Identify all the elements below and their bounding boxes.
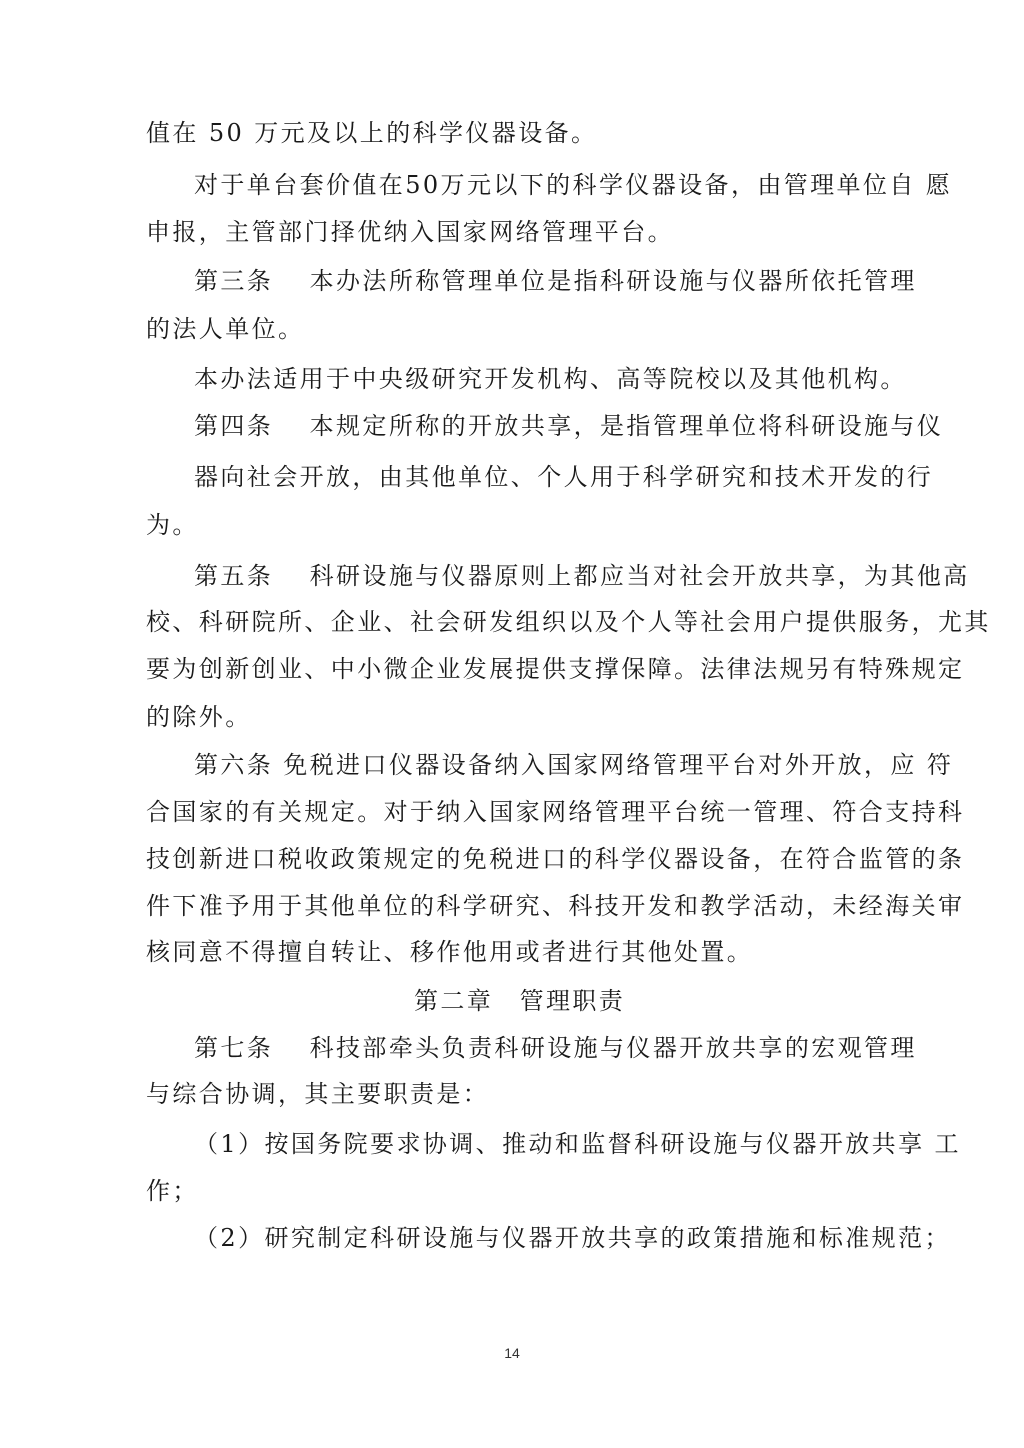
page-number: 14 — [504, 1345, 520, 1361]
text-line: 核同意不得擅自转让、移作他用或者进行其他处置。 — [146, 938, 754, 966]
text-line: 作； — [146, 1177, 199, 1205]
chapter-heading: 第二章 管理职责 — [414, 987, 626, 1015]
text-line: 第六条 免税进口仪器设备纳入国家网络管理平台对外开放，应 符 — [194, 751, 954, 779]
text-line: （1）按国务院要求协调、推动和监督科研设施与仪器开放共享 工 — [194, 1130, 961, 1158]
text-line: （2）研究制定科研设施与仪器开放共享的政策措施和标准规范； — [194, 1224, 951, 1252]
text-line: 第五条 科研设施与仪器原则上都应当对社会开放共享，为其他高 — [194, 562, 970, 590]
text-line: 与综合协调，其主要职责是： — [146, 1080, 490, 1108]
text-line: 本办法适用于中央级研究开发机构、高等院校以及其他机构。 — [194, 365, 907, 393]
text-line: 第七条 科技部牵头负责科研设施与仪器开放共享的宏观管理 — [194, 1034, 917, 1062]
text-line: 申报，主管部门择优纳入国家网络管理平台。 — [146, 218, 674, 246]
text-line: 第三条 本办法所称管理单位是指科研设施与仪器所依托管理 — [194, 267, 917, 295]
text-line: 的法人单位。 — [146, 315, 305, 343]
text-line: 为。 — [146, 511, 199, 539]
text-line: 校、科研院所、企业、社会研发组织以及个人等社会用户提供服务，尤其 — [146, 608, 991, 636]
text-line: 第四条 本规定所称的开放共享，是指管理单位将科研设施与仪 — [194, 412, 944, 440]
text-line: 值在 50 万元及以上的科学仪器设备。 — [146, 119, 598, 147]
text-line: 合国家的有关规定。对于纳入国家网络管理平台统一管理、符合支持科 — [146, 798, 965, 826]
text-line: 的除外。 — [146, 703, 252, 731]
text-line: 要为创新创业、中小微企业发展提供支撑保障。法律法规另有特殊规定 — [146, 655, 965, 683]
text-line: 对于单台套价值在50万元以下的科学仪器设备，由管理单位自 愿 — [194, 171, 953, 199]
text-line: 技创新进口税收政策规定的免税进口的科学仪器设备，在符合监管的条 — [146, 845, 965, 873]
text-line: 器向社会开放，由其他单位、个人用于科学研究和技术开发的行 — [194, 463, 934, 491]
text-line: 件下准予用于其他单位的科学研究、科技开发和教学活动，未经海关审 — [146, 892, 965, 920]
